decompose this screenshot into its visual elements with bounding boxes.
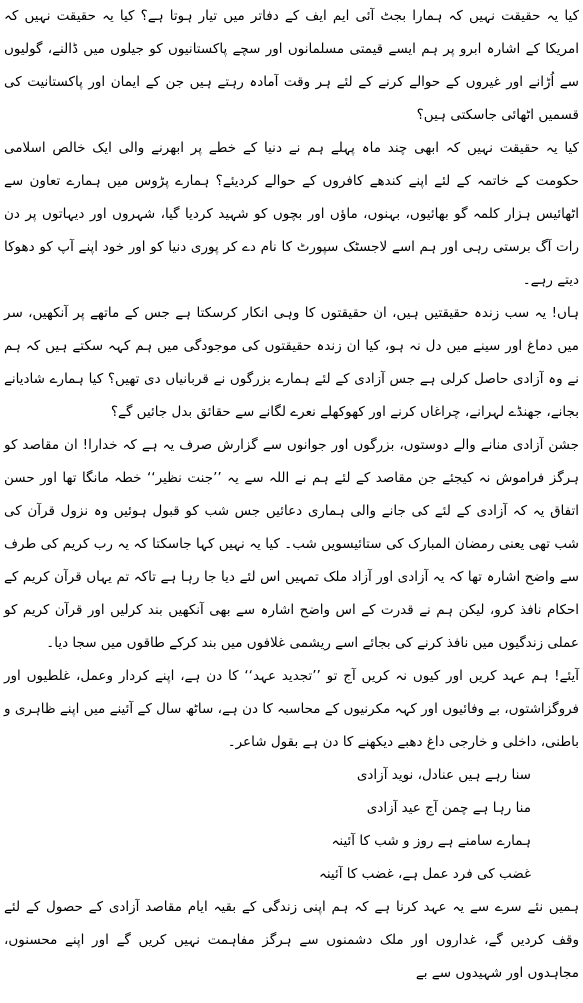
paragraph-independence-celebration: جشن آزادی منانے والے دوستوں، بزرگوں اور جوانوں سے گزارش صرف یہ ہے کہ خدارا! ان مقاصد کو ہرگز فراموش نہ کیجئے جن مقاصد کے لئے ہم نے اللہ سے یہ ’’جنت نظیر‘‘ خطہ مانگا تھا اور حسن اتفاق یہ کہ آزادی کے لئے کی جانے والی ہماری دعائیں جس شب کو قبول ہوئیں وہ نزول قرآن کی شب تھی یعنی رمضان المبارک کی ستائیسویں شب۔ کیا یہ نہیں کہا جاسکتا کہ یہ رب کریم کی طرف سے واضح اشارہ تھا کہ یہ آزادی اور آزاد ملک تمہیں اس لئے دیا جا رہا ہے تاکہ تم یہاں قرآن کریم کے احکام نافذ کرو، لیکن ہم نے قدرت کے اس واضح اشارہ سے بھی آنکھیں بند کرلیں اور قرآن کریم کو عملی زندگیوں میں نافذ کرنے کی بجائے اسے ریشمی غلافوں میں بند کرکے طاقوں میں سجا دیا۔ <box>4 437 579 651</box>
paragraph-islamic-government: کیا یہ حقیقت نہیں کہ ابھی چند ماہ پہلے ہم نے دنیا کے خطے پر ابھرنے والی ایک خالص اسلامی حکومت کے خاتمہ کے لئے اپنے کندھے کافروں کے حوالے کردیئے؟ ہمارے پڑوس میں ہمارے تعاون سے اٹھائیس ہزار کلمہ گو بھائیوں، بہنوں، ماؤں اور بچوں کو شہید کردیا گیا، شہروں اور دیہاتوں پر دن رات آگ برستی رہی اور ہم اسے لاجسٹک سپورٹ کا نام دے کر پوری دنیا کو اور خود اپنے آپ کو دھوکا دیتے رہے۔ <box>4 140 579 288</box>
poem-verse: سنا رہے ہیں عنادل، نوید آزادی <box>356 767 531 783</box>
paragraph-renewal-of-pledge: آیئے! ہم عہد کریں اور کیوں نہ کریں آج تو ’’تجدید عہد‘‘ کا دن ہے، اپنے کردار وعمل، غلطیوں اور فروگزاشتوں، بے وفائیوں اور کہہ مکرنیوں کے محاسبہ کا دن ہے، ساٹھ سال کے آئینے میں اپنے ظاہری و باطنی، داخلی و خارجی داغ دھبے دیکھنے کا دن ہے بقول شاعر۔ <box>4 668 579 750</box>
poem-verse: غضب کی فرد عمل ہے، غضب کا آئینہ <box>318 866 531 882</box>
poem-verse: منا رہا ہے چمن آج عید آزادی <box>366 800 531 816</box>
paragraph-living-realities: ہاں! یہ سب زندہ حقیقتیں ہیں، ان حقیقتوں کا وہی انکار کرسکتا ہے جس کے ماتھے پر آنکھیں، سر میں دماغ اور سینے میں دل نہ ہو، کیا ان زندہ حقیقتوں کی موجودگی میں ہم کہہ سکتے ہیں کہ ہم نے وہ آزادی حاصل کرلی ہے جس آزادی کے لئے ہمارے بزرگوں نے قربانیاں دی تھیں؟ کیا ہمارے شادیانے بجانے، جھنڈے لہرانے، چراغاں کرنے اور کھوکھلے نعرے لگانے سے حقائق بدل جائیں گے؟ <box>4 305 579 420</box>
paragraph-closing: ہمیں نئے سرے سے یہ عہد کرنا ہے کہ ہم اپنی زندگی کے بقیہ ایام مقاصد آزادی کے حصول کے لئے وقف کردیں گے، غداروں اور ملک دشمنوں سے ہرگز مفاہمت نہیں کریں گے اور اپنے محسنوں، مجاہدوں اور شہیدوں سے بے <box>4 899 579 981</box>
paragraph-budget-imf: کیا یہ حقیقت نہیں کہ ہمارا بجٹ آئی ایم ایف کے دفاتر میں تیار ہوتا ہے؟ کیا یہ حقیقت نہیں کہ امریکا کے اشارہ ابرو پر ہم ایسے قیمتی مسلمانوں اور سچے پاکستانیوں کو جیلوں میں ڈالنے، گولیوں سے اُڑانے اور غیروں کے حوالے کرنے کے لئے ہر وقت آمادہ رہتے ہیں جن کے ایمان اور پاکستانیت کی قسمیں اٹھائی جاسکتی ہیں؟ <box>4 8 579 123</box>
poem <box>4 759 579 891</box>
poem-verse: ہمارے سامنے ہے روز و شب کا آئینہ <box>331 833 531 849</box>
